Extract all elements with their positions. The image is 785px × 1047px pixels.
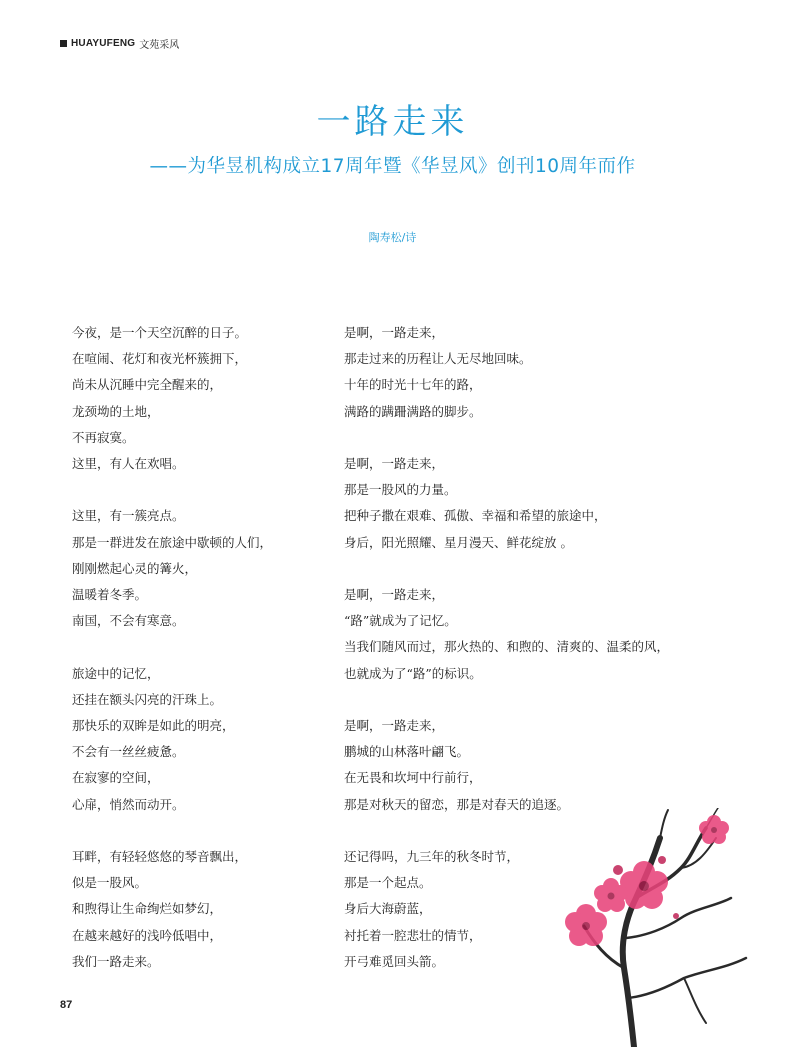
poem-stanza	[344, 582, 704, 687]
poem-line: 龙颈坳的土地，	[72, 403, 160, 419]
poem-line: 今夜，是一个天空沉醉的日子。	[72, 325, 248, 340]
poem-line: 那是一个起点。	[344, 875, 432, 891]
poem-line: 还记得吗，九三年的秋冬时节，	[344, 849, 520, 864]
poem-line: 这里，有人在欢唱。	[72, 456, 185, 472]
poem-title: 一路走来	[316, 102, 469, 142]
poem-line: 我们一路走来。	[72, 953, 160, 969]
poem-stanza	[72, 661, 332, 818]
poem-stanza	[72, 503, 332, 634]
poem-line: 和煦得让生命绚烂如梦幻，	[72, 901, 223, 917]
poem-stanza	[72, 844, 332, 975]
poem-line: 那走过来的历程让人无尽地回味。	[344, 351, 532, 367]
poem-line: 刚刚燃起心灵的篝火，	[72, 560, 198, 576]
poem-line: 尚未从沉睡中完全醒来的，	[72, 377, 223, 393]
poem-stanza	[344, 320, 704, 425]
poem-line: 这里，有一簇亮点。	[72, 508, 185, 524]
poem-line: 开弓难觅回头箭。	[344, 953, 445, 969]
poem-stanza	[344, 713, 704, 818]
poem-line: 似是一股风。	[72, 875, 148, 891]
poem-line: 身后，阳光照耀、星月漫天、鲜花绽放 。	[344, 534, 573, 550]
poem-line: 是啊，一路走来，	[344, 587, 445, 602]
poem-line: 在寂寥的空间，	[72, 770, 160, 786]
poem-line: 在无畏和坎坷中行前行，	[344, 770, 482, 786]
header-brand: HUAYUFENG	[71, 38, 136, 49]
poem-line: 把种子撒在艰难、孤傲、幸福和希望的旅途中，	[344, 508, 607, 524]
poem-line: 是啊，一路走来，	[344, 718, 445, 733]
poem-line: 鹏城的山林落叶翩飞。	[344, 744, 470, 760]
poem-line: 在喧闹、花灯和夜光杯簇拥下，	[72, 351, 248, 367]
poem-line: 十年的时光十七年的路，	[344, 377, 482, 393]
poem-line: 那是一股风的力量。	[344, 482, 457, 498]
poem-line: 那是对秋天的留恋，那是对春天的追逐。	[344, 796, 570, 812]
poem-line: 在越来越好的浅吟低唱中，	[72, 927, 223, 943]
poem-line: 当我们随风而过，那火热的、和煦的、清爽的、温柔的风，	[344, 639, 670, 655]
poem-author: 陶寿松/诗	[368, 231, 417, 244]
poem-line: 是啊，一路走来，	[344, 456, 445, 471]
magazine-header	[60, 36, 179, 51]
poem-line: 耳畔，有轻轻悠悠的琴音飘出，	[72, 849, 248, 865]
poem-line: 旅途中的记忆，	[72, 665, 160, 681]
poem-line: 南国，不会有寒意。	[72, 613, 185, 629]
plum-blossom-illustration	[556, 808, 766, 1047]
poem-line: 衬托着一腔悲壮的情节，	[344, 927, 482, 943]
blossoms	[565, 815, 729, 946]
poem-subtitle: ——为华昱机构成立17周年暨《华昱风》创刊10周年而作	[149, 156, 636, 177]
poem-line: 那快乐的双眸是如此的明亮，	[72, 718, 235, 734]
page-number: 87	[60, 999, 73, 1011]
poem-line: 不会有一丝丝疲惫。	[72, 744, 185, 760]
poem-line: 不再寂寞。	[72, 429, 135, 445]
poem-column-left	[72, 320, 332, 1001]
poem-line: 温暖着冬季。	[72, 587, 148, 603]
header-section: 文苑采风	[139, 40, 180, 51]
poem-stanza	[344, 451, 704, 556]
poem-line: “路”就成为了记忆。	[344, 613, 457, 629]
poem-line: 也就成为了“路”的标识。	[344, 665, 482, 681]
poem-line: 是啊，一路走来，	[344, 325, 445, 340]
poem-line: 心扉，悄然而动开。	[72, 796, 185, 812]
branch	[584, 808, 746, 1047]
poem-line: 还挂在额头闪亮的汗珠上。	[72, 691, 223, 707]
poem-line: 身后大海蔚蓝，	[344, 901, 432, 917]
poem-line: 那是一群进发在旅途中歇顿的人们，	[72, 534, 273, 550]
header-square-icon	[60, 40, 67, 47]
poem-stanza	[72, 320, 332, 477]
poem-line: 满路的蹒跚满路的脚步。	[344, 403, 482, 419]
